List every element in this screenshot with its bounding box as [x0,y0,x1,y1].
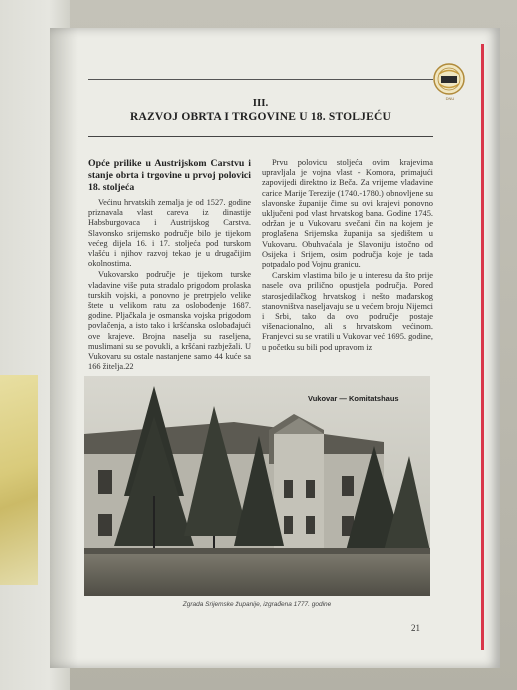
photo-caption: Zgrada Srijemske županije, izgrađena 1777. godine [182,601,332,608]
paragraph: Prvu polovicu stoljeća ovim krajevima upravljala je vojna vlast - Komora, primajući zapovijedi direktno iz Beča. Za vrijeme vladavine carice Marije Terezije (1740.-1780.) obnovljene su slavonske županije čime su ovi krajevi ponovno uključeni pod vlast hrvatskog bana. Godine 1745. održan je u Vukovaru svečani čin na kojem je proglašena Srijemska županija sa sjedištem u Vukovaru. Obuhvaćala je Slavoniju istočno od Osijeka i Srijem, osim područja koje je tada potpadalo pod Vojnu granicu. [262,158,433,270]
left-page-map-fragment [0,375,38,585]
left-text-column [88,158,251,373]
right-text-column [262,158,433,354]
page-fold-shadow [50,28,78,668]
section-subheading: Opće prilike u Austrijskom Carstvu i stanje obrta i trgovine u prvoj polovici 18. stoljeća [88,158,251,193]
page-number: 21 [411,623,420,633]
paragraph: Carskim vlastima bilo je u interesu da što prije nasele ova prilično opustjela područja. Pored starosjedilačkog hrvatskog i nešto mađarskog stanovništva naseljavaju se u većem broju Nijemci i Srbi, tako da ovo područje postaje višenacionalno, ali s hrvatskom većinom. Franjevci su se vratili u Vukovar već 1695. godine, u početku su bili pod upravom iz [262,271,433,352]
emblem-icon [432,62,466,96]
historic-photo [84,376,430,596]
chapter-title: RAZVOJ OBRTA I TRGOVINE U 18. STOLJEĆU [130,111,391,123]
header-rule [88,79,433,80]
red-margin-bar [481,44,484,650]
paragraph: Vukovarsko područje je tijekom turske vladavine više puta stradalo prigodom prolaska turskih vojski, a ponovno je pretrpjelo velike štete u velikom ratu za oslobođenje 1687. godine. Pljačkala je osmanska vojska prigodom povlačenja, a isto tako i kršćanska oslobađajući ove krajeve. Brojna naselja su raseljena, muslimani su se povukli, a kršćani razbježali. U Vukovaru su ostale nastanjene samo 44 kuće sa 166 žitelja.22 [88,270,251,372]
emblem-caption: DNU [445,96,455,101]
photo-label: Vukovar — Komitatshaus [308,394,399,403]
title-rule [88,136,433,137]
paragraph: Većinu hrvatskih zemalja je od 1527. godine priznavala vlast careva iz dinastije Habsburgovaca i Austrijskog Carstva. Slavonsko srijemsko područje bilo je tijekom većeg dijela 16. i 17. stoljeća pod turskom vlašću i njihov razvoj tekao je u drugačijim okolnostima. [88,198,251,269]
chapter-number: III. [252,97,269,109]
